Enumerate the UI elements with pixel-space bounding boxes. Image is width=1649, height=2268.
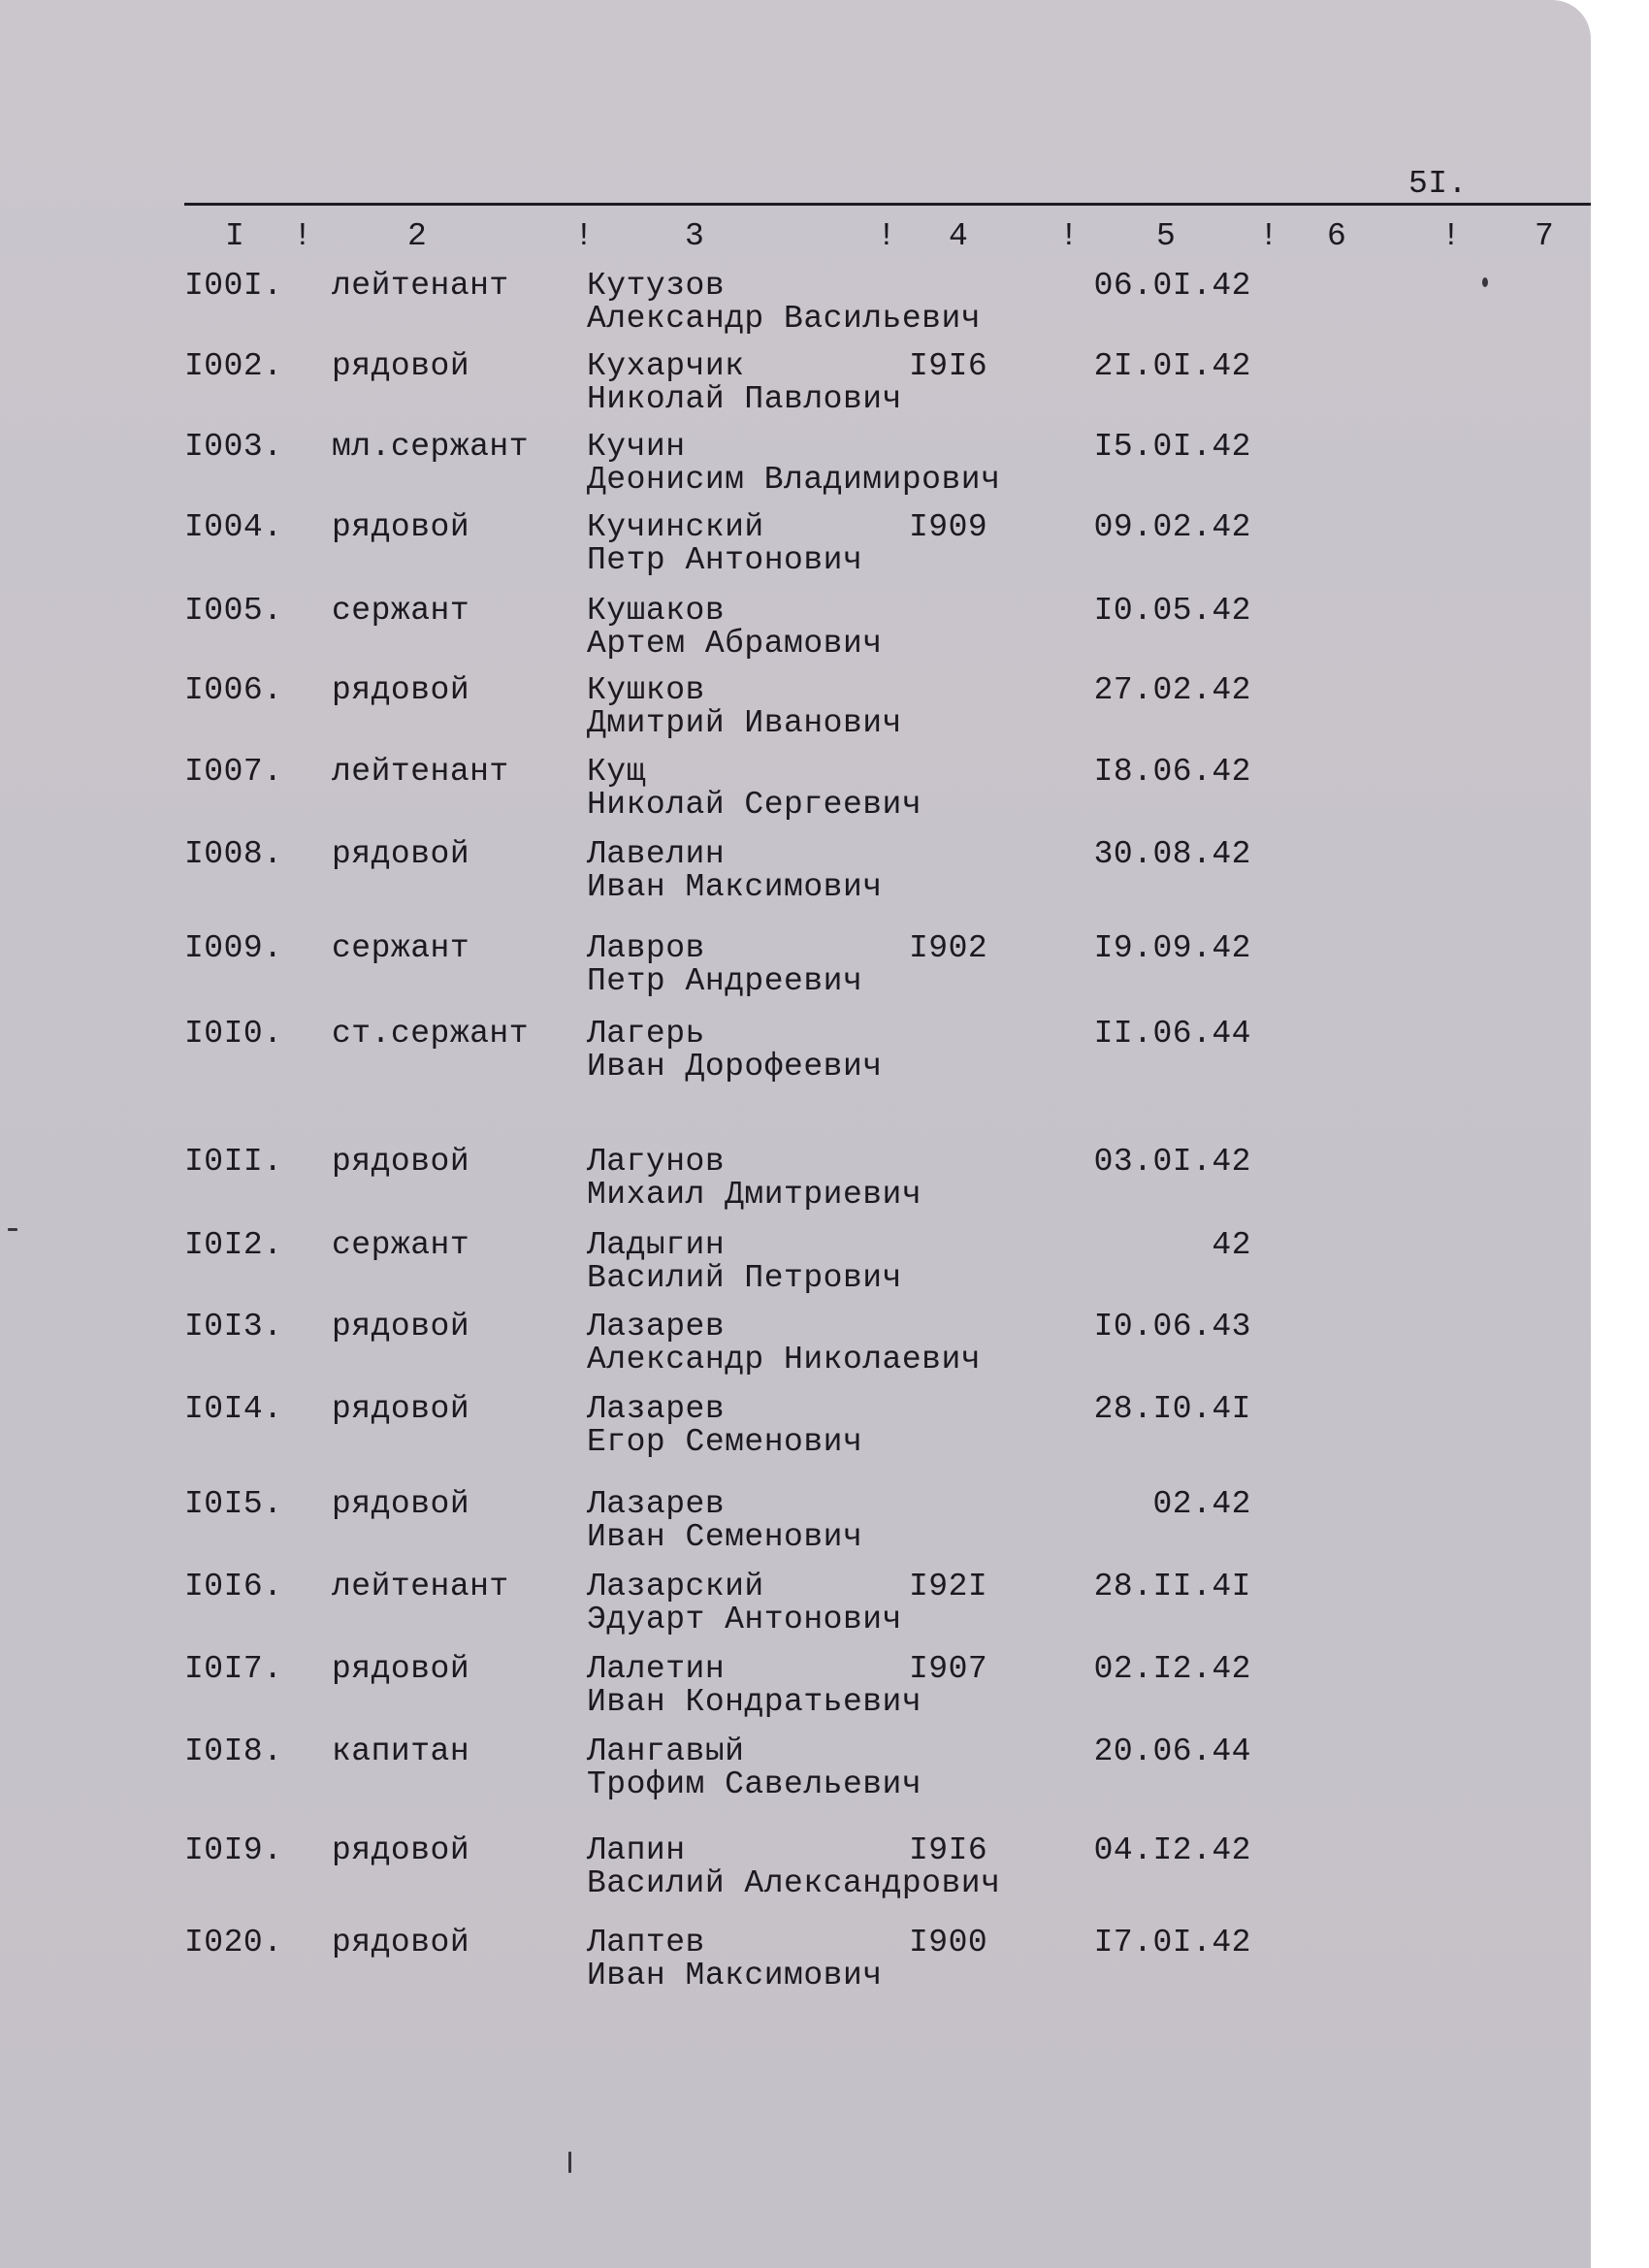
record-date: 2I.0I.42 xyxy=(1093,348,1251,384)
column-header-row xyxy=(184,219,1591,258)
record-date: 02.I2.42 xyxy=(1093,1651,1251,1687)
record-number: I0I7. xyxy=(184,1651,283,1687)
record-number: I0I2. xyxy=(184,1227,283,1263)
record-given-names: Петр Антонович xyxy=(587,542,863,578)
record-row xyxy=(184,931,1251,1001)
record-given-names: Иван Кондратьевич xyxy=(587,1684,922,1720)
record-surname: Лаптев xyxy=(587,1925,705,1960)
column-header-2: 2 xyxy=(407,218,428,254)
record-surname: Лавров xyxy=(587,930,705,966)
record-number: I020. xyxy=(184,1925,283,1960)
record-date: 20.06.44 xyxy=(1093,1733,1251,1769)
record-given-names: Иван Максимович xyxy=(587,869,883,905)
record-date: I0.05.42 xyxy=(1093,593,1251,629)
record-given-names: Дмитрий Иванович xyxy=(587,705,902,741)
record-row xyxy=(184,349,1251,419)
record-surname: Лагунов xyxy=(587,1144,726,1180)
record-rank: сержант xyxy=(332,593,470,629)
record-rank: рядовой xyxy=(332,1651,470,1687)
record-given-names: Александр Николаевич xyxy=(587,1342,982,1377)
record-birth-year: I909 xyxy=(909,509,988,545)
record-date: 28.I0.4I xyxy=(1093,1391,1251,1427)
record-date: 30.08.42 xyxy=(1093,836,1251,872)
ink-speck xyxy=(8,1228,17,1231)
record-rank: рядовой xyxy=(332,1144,470,1180)
record-surname: Лапин xyxy=(587,1832,686,1868)
record-date: 04.I2.42 xyxy=(1093,1832,1251,1868)
record-date: I8.06.42 xyxy=(1093,754,1251,790)
record-number: I0I4. xyxy=(184,1391,283,1427)
record-row xyxy=(184,1392,1251,1462)
record-given-names: Петр Андреевич xyxy=(587,963,863,999)
record-date: I7.0I.42 xyxy=(1093,1925,1251,1960)
record-given-names: Эдуарт Антонович xyxy=(587,1602,902,1637)
record-row xyxy=(184,430,1251,500)
record-row xyxy=(184,1734,1251,1804)
record-given-names: Иван Максимович xyxy=(587,1958,883,1993)
record-surname: Лавелин xyxy=(587,836,726,872)
record-rank: рядовой xyxy=(332,1486,470,1522)
record-rank: рядовой xyxy=(332,1925,470,1960)
column-separator: ! xyxy=(1259,218,1279,254)
ink-speck xyxy=(568,2152,571,2173)
record-given-names: Иван Дорофеевич xyxy=(587,1049,883,1085)
record-surname: Лагерь xyxy=(587,1016,705,1052)
record-given-names: Деонисим Владимирович xyxy=(587,462,1001,498)
column-separator: ! xyxy=(574,218,595,254)
record-birth-year: I900 xyxy=(909,1925,988,1960)
ink-speck xyxy=(1482,277,1488,287)
page-number: 5I. xyxy=(1408,166,1468,202)
record-rank: рядовой xyxy=(332,836,470,872)
record-number: I0I6. xyxy=(184,1569,283,1604)
record-date: 03.0I.42 xyxy=(1093,1144,1251,1180)
record-rank: мл.сержант xyxy=(332,429,530,465)
record-given-names: Михаил Дмитриевич xyxy=(587,1177,922,1213)
record-row xyxy=(184,1228,1251,1298)
column-header-1: I xyxy=(225,218,245,254)
record-date: 02.42 xyxy=(1152,1486,1251,1522)
record-rank: рядовой xyxy=(332,509,470,545)
record-date: I5.0I.42 xyxy=(1093,429,1251,465)
record-row xyxy=(184,1145,1251,1215)
record-given-names: Егор Семенович xyxy=(587,1424,863,1460)
record-rank: рядовой xyxy=(332,672,470,708)
record-rank: рядовой xyxy=(332,348,470,384)
record-surname: Кухарчик xyxy=(587,348,745,384)
record-surname: Лазарев xyxy=(587,1391,726,1427)
column-header-5: 5 xyxy=(1156,218,1177,254)
record-given-names: Василий Петрович xyxy=(587,1260,902,1296)
record-surname: Кучинский xyxy=(587,509,764,545)
record-row xyxy=(184,837,1251,907)
record-given-names: Трофим Савельевич xyxy=(587,1766,922,1802)
column-header-6: 6 xyxy=(1327,218,1347,254)
record-date: I0.06.43 xyxy=(1093,1309,1251,1345)
record-given-names: Артем Абрамович xyxy=(587,626,883,662)
record-surname: Лазарский xyxy=(587,1569,764,1604)
record-number: I0I0. xyxy=(184,1016,283,1052)
record-given-names: Иван Семенович xyxy=(587,1519,863,1555)
record-given-names: Николай Павлович xyxy=(587,381,902,417)
record-number: I0I9. xyxy=(184,1832,283,1868)
record-number: I0I5. xyxy=(184,1486,283,1522)
record-given-names: Василий Александрович xyxy=(587,1865,1001,1901)
record-date: 27.02.42 xyxy=(1093,672,1251,708)
record-rank: лейтенант xyxy=(332,268,509,304)
column-separator: ! xyxy=(1059,218,1080,254)
record-date: 28.II.4I xyxy=(1093,1569,1251,1604)
record-birth-year: I9I6 xyxy=(909,1832,988,1868)
header-rule xyxy=(184,203,1591,206)
record-row xyxy=(184,1833,1251,1903)
record-row xyxy=(184,673,1251,743)
column-header-4: 4 xyxy=(949,218,969,254)
record-surname: Кутузов xyxy=(587,268,726,304)
record-surname: Кушаков xyxy=(587,593,726,629)
record-rank: лейтенант xyxy=(332,1569,509,1604)
record-row xyxy=(184,269,1251,339)
column-separator: ! xyxy=(877,218,897,254)
column-separator: ! xyxy=(1441,218,1462,254)
record-rank: рядовой xyxy=(332,1391,470,1427)
record-number: I005. xyxy=(184,593,283,629)
record-birth-year: I92I xyxy=(909,1569,988,1604)
record-number: I00I. xyxy=(184,268,283,304)
record-birth-year: I907 xyxy=(909,1651,988,1687)
record-number: I0I8. xyxy=(184,1733,283,1769)
record-number: I003. xyxy=(184,429,283,465)
record-row xyxy=(184,594,1251,664)
record-rank: лейтенант xyxy=(332,754,509,790)
record-date: I9.09.42 xyxy=(1093,930,1251,966)
record-date: II.06.44 xyxy=(1093,1016,1251,1052)
record-rank: сержант xyxy=(332,1227,470,1263)
record-number: I0II. xyxy=(184,1144,283,1180)
record-birth-year: I9I6 xyxy=(909,348,988,384)
record-rank: капитан xyxy=(332,1733,470,1769)
record-row xyxy=(184,1570,1251,1639)
record-number: I002. xyxy=(184,348,283,384)
record-row xyxy=(184,1310,1251,1379)
record-surname: Лазарев xyxy=(587,1486,726,1522)
record-row xyxy=(184,755,1251,825)
record-surname: Ладыгин xyxy=(587,1227,726,1263)
record-date: 06.0I.42 xyxy=(1093,268,1251,304)
record-surname: Кушков xyxy=(587,672,705,708)
record-surname: Кущ xyxy=(587,754,646,790)
record-row xyxy=(184,1017,1251,1086)
record-row xyxy=(184,1926,1251,1995)
record-surname: Кучин xyxy=(587,429,686,465)
record-rank: рядовой xyxy=(332,1832,470,1868)
record-surname: Лазарев xyxy=(587,1309,726,1345)
record-given-names: Александр Васильевич xyxy=(587,301,982,337)
record-row xyxy=(184,1652,1251,1722)
record-birth-year: I902 xyxy=(909,930,988,966)
record-date: 42 xyxy=(1212,1227,1251,1263)
column-header-7: 7 xyxy=(1535,218,1555,254)
record-surname: Лалетин xyxy=(587,1651,726,1687)
column-header-3: 3 xyxy=(685,218,705,254)
record-number: I006. xyxy=(184,672,283,708)
record-number: I009. xyxy=(184,930,283,966)
column-separator: ! xyxy=(293,218,313,254)
record-row xyxy=(184,510,1251,580)
record-rank: рядовой xyxy=(332,1309,470,1345)
record-number: I008. xyxy=(184,836,283,872)
record-number: I004. xyxy=(184,509,283,545)
record-date: 09.02.42 xyxy=(1093,509,1251,545)
record-number: I007. xyxy=(184,754,283,790)
record-surname: Лангавый xyxy=(587,1733,745,1769)
record-rank: сержант xyxy=(332,930,470,966)
record-rank: ст.сержант xyxy=(332,1016,530,1052)
record-given-names: Николай Сергеевич xyxy=(587,787,922,823)
record-row xyxy=(184,1487,1251,1557)
record-number: I0I3. xyxy=(184,1309,283,1345)
